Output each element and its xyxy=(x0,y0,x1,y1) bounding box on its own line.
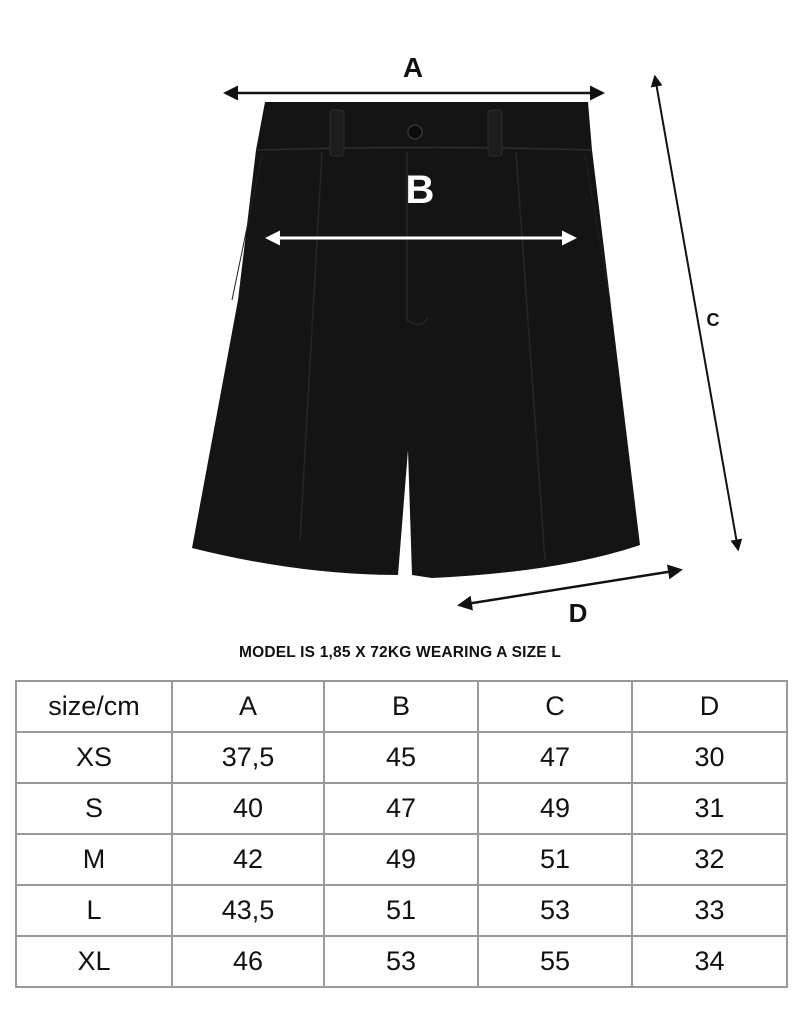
table-header-row xyxy=(16,681,787,732)
size-cell: L xyxy=(16,885,172,936)
table-row xyxy=(16,936,787,987)
measurement-cell: 51 xyxy=(478,834,632,885)
measurement-cell: 53 xyxy=(478,885,632,936)
measurement-cell: 47 xyxy=(324,783,478,834)
dimension-d-label: D xyxy=(568,598,588,628)
table-row xyxy=(16,732,787,783)
measurement-cell: 43,5 xyxy=(172,885,324,936)
measurement-cell: 34 xyxy=(632,936,787,987)
header-cell-a: A xyxy=(172,681,324,732)
measurement-cell: 30 xyxy=(632,732,787,783)
dimension-c-label: C xyxy=(706,310,720,330)
size-cell: XS xyxy=(16,732,172,783)
measurement-cell: 42 xyxy=(172,834,324,885)
header-cell-c: C xyxy=(478,681,632,732)
measurement-cell: 49 xyxy=(324,834,478,885)
measurement-cell: 49 xyxy=(478,783,632,834)
size-table xyxy=(15,680,788,988)
model-note: MODEL IS 1,85 X 72KG WEARING A SIZE L xyxy=(238,644,562,661)
table-row xyxy=(16,834,787,885)
measurement-cell: 45 xyxy=(324,732,478,783)
measurement-cell: 32 xyxy=(632,834,787,885)
table-row xyxy=(16,885,787,936)
table-row xyxy=(16,783,787,834)
size-cell: M xyxy=(16,834,172,885)
measurement-cell: 51 xyxy=(324,885,478,936)
dimension-a-label: A xyxy=(402,52,424,83)
measurement-cell: 33 xyxy=(632,885,787,936)
size-table-body xyxy=(16,681,787,987)
measurement-cell: 40 xyxy=(172,783,324,834)
measurement-cell: 47 xyxy=(478,732,632,783)
measurement-cell: 53 xyxy=(324,936,478,987)
header-cell-d: D xyxy=(632,681,787,732)
header-cell-b: B xyxy=(324,681,478,732)
dimension-b-label: B xyxy=(405,168,435,212)
measurement-cell: 55 xyxy=(478,936,632,987)
size-cell: S xyxy=(16,783,172,834)
measurement-cell: 37,5 xyxy=(172,732,324,783)
dimension-c-arrow xyxy=(655,77,738,549)
header-cell-size: size/cm xyxy=(16,681,172,732)
size-cell: XL xyxy=(16,936,172,987)
measurement-cell: 46 xyxy=(172,936,324,987)
measurement-cell: 31 xyxy=(632,783,787,834)
